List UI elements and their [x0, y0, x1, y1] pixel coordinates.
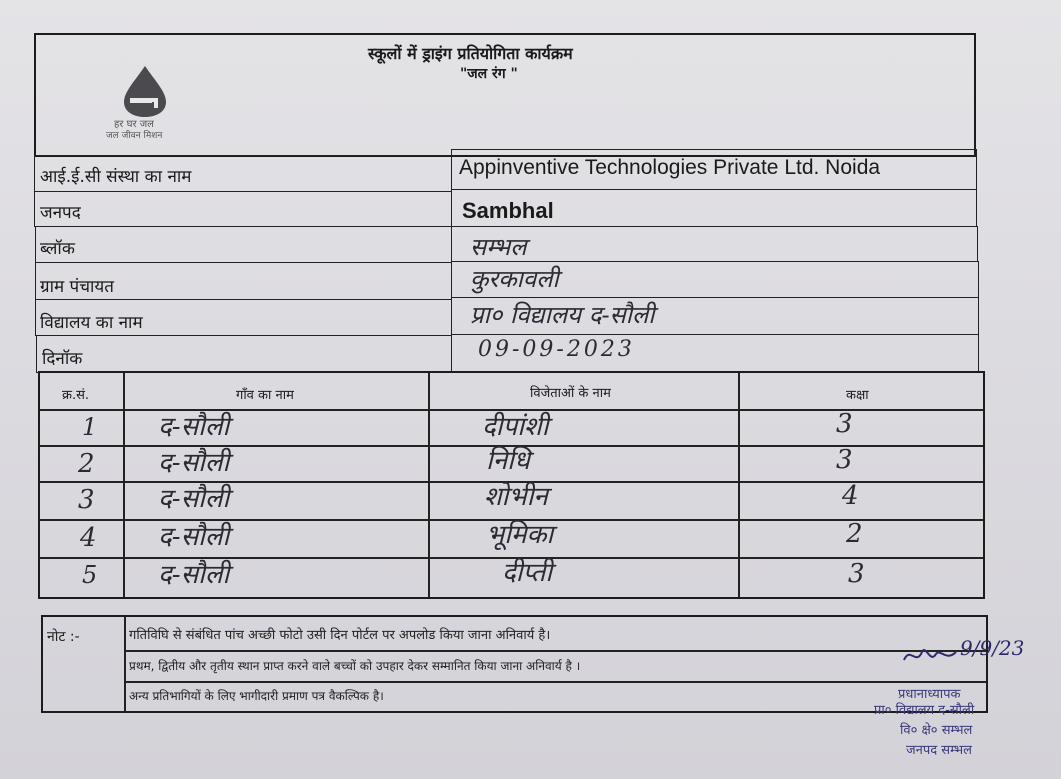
jal-jeevan-logo [100, 62, 190, 142]
info-label-1: जनपद [40, 203, 81, 223]
stamp-line-3: वि० क्षे० सम्भल [900, 723, 973, 738]
col-divider [428, 373, 430, 597]
col-header-village: गॉंव का नाम [236, 388, 294, 403]
table-cell-sno: 3 [78, 485, 95, 515]
notes-label: नोट :- [47, 629, 80, 645]
logo-text-1: हर घर जल [114, 119, 154, 130]
table-cell-class: 3 [836, 409, 853, 439]
note-item-3: अन्य प्रतिभागियों के लिए भागीदारी प्रमाण पत्र वैकल्पिक है। [129, 689, 384, 703]
signature-mark [900, 640, 960, 670]
table-cell-winner: दीपांशी [482, 412, 549, 442]
table-cell-village: द-सौली [158, 484, 230, 514]
info-label-3: ग्राम पंचायत [40, 277, 114, 297]
info-label-cell-5 [36, 335, 452, 373]
info-label-cell-2 [35, 226, 452, 263]
table-cell-village: द-सौली [158, 560, 230, 590]
table-cell-class: 3 [848, 559, 865, 589]
info-label-0: आई.ई.सी संस्था का नाम [40, 167, 192, 187]
table-cell-class: 4 [842, 481, 859, 511]
table-cell-class: 3 [836, 445, 853, 475]
notes-box [41, 615, 988, 713]
info-value-1: Sambhal [462, 198, 554, 223]
signature-date: 9/9/23 [960, 636, 1025, 660]
table-cell-winner: निधि [486, 446, 530, 476]
table-cell-class: 2 [846, 519, 863, 549]
table-cell-winner: दीप्ती [502, 558, 553, 588]
info-label-cell-1 [34, 191, 452, 227]
logo-text-2: जल जीवन मिशन [106, 131, 163, 141]
table-cell-sno: 4 [80, 523, 97, 553]
col-header-winner: विजेताओं के नाम [530, 386, 611, 401]
table-cell-village: द-सौली [158, 448, 230, 478]
table-cell-sno: 5 [82, 561, 98, 589]
table-cell-winner: शोभीन [484, 482, 548, 512]
notes-row-divider [124, 681, 986, 683]
table-cell-winner: भूमिका [486, 520, 554, 550]
stamp-line-4: जनपद सम्भल [906, 743, 972, 758]
notes-row-divider [124, 650, 986, 652]
notes-divider [124, 617, 126, 711]
stamp-line-1: प्रधानाध्यापक [898, 687, 961, 702]
info-value-0: Appinventive Technologies Private Ltd. Noida [459, 156, 881, 179]
signature-scribble-icon [900, 640, 960, 670]
note-item-2: प्रथम, द्वितीय और तृतीय स्थान प्राप्त करने वाले बच्चों को उपहार देकर सम्मानित किया जाना अनिवार्य है । [129, 659, 581, 673]
winners-table [38, 371, 985, 599]
col-divider [738, 373, 740, 597]
info-value-2: सम्भल [470, 233, 527, 261]
water-drop-icon [100, 62, 190, 118]
col-header-sno: क्र.सं. [62, 388, 90, 403]
info-value-4: प्रा० विद्यालय द-सौली [470, 301, 655, 329]
info-label-5: दिनॉक [42, 349, 83, 369]
info-label-4: विद्यालय का नाम [40, 313, 143, 333]
info-value-3: कुरकावली [470, 265, 559, 293]
info-value-cell-2 [451, 226, 978, 262]
col-header-class: कक्षा [846, 388, 869, 403]
note-item-1: गतिविघि से संबंधित पांच अच्छी फोटो उसी दिन पोर्टल पर अपलोड किया जाना अनिवार्य है। [129, 628, 551, 643]
col-divider [123, 373, 125, 597]
table-cell-sno: 1 [82, 413, 98, 441]
table-cell-village: द-सौली [158, 412, 230, 442]
table-cell-sno: 2 [78, 449, 95, 479]
info-value-5: 09-09-2023 [478, 337, 635, 362]
form-title: स्कूलों में ड्राइंग प्रतियोगिता कार्यक्रम [368, 44, 573, 63]
form-subtitle: "जल रंग " [460, 66, 518, 82]
info-label-2: ब्लॉक [40, 239, 75, 259]
stamp-line-2: प्रा० विद्यालय द-सौली [874, 703, 975, 718]
table-cell-village: द-सौली [158, 522, 230, 552]
